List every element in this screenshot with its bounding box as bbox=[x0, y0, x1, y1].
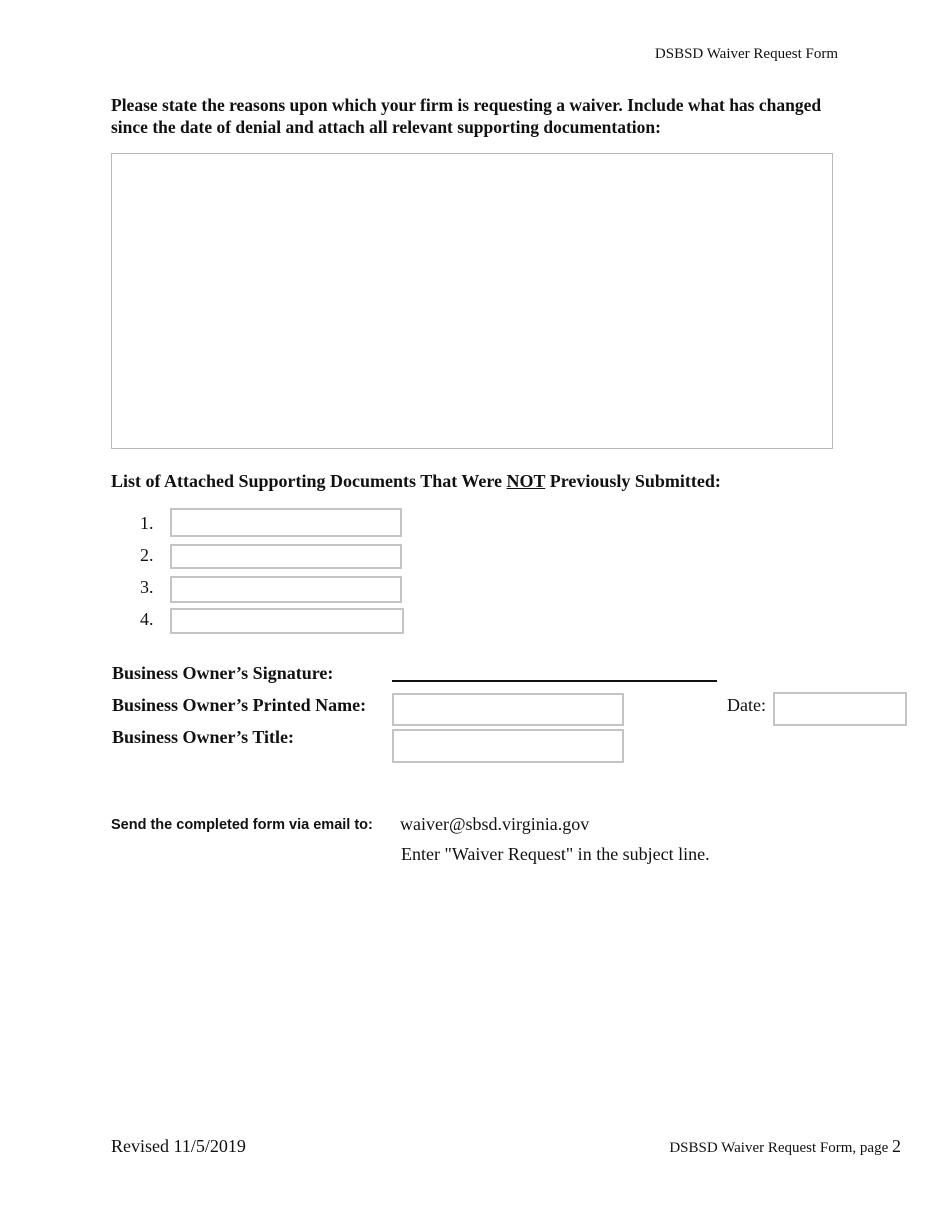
signature-line[interactable] bbox=[392, 680, 717, 682]
footer-form-name: DSBSD Waiver Request Form, page bbox=[669, 1140, 892, 1156]
reasons-prompt: Please state the reasons upon which your firm is requesting a waiver. Include what has changed since the date of denial and attach all relevant supporting documentation: bbox=[111, 95, 822, 137]
documents-heading-after: Previously Submitted: bbox=[545, 471, 721, 491]
document-number-4: 4. bbox=[140, 609, 154, 629]
date-field[interactable] bbox=[773, 692, 907, 726]
document-field-1[interactable] bbox=[170, 508, 402, 537]
header-title: DSBSD Waiver Request Form bbox=[654, 46, 838, 62]
document-field-4[interactable] bbox=[170, 608, 404, 634]
send-instruction-label: Send the completed form via email to: bbox=[111, 817, 373, 833]
document-field-3[interactable] bbox=[170, 576, 402, 603]
title-label: Business Owner’s Title: bbox=[112, 727, 295, 747]
documents-heading-not: NOT bbox=[506, 471, 546, 491]
documents-heading bbox=[111, 471, 721, 492]
revised-date: Revised 11/5/2019 bbox=[111, 1136, 246, 1156]
document-number-1: 1. bbox=[140, 513, 154, 533]
documents-heading-before: List of Attached Supporting Documents That Were bbox=[111, 471, 507, 491]
title-field[interactable] bbox=[392, 729, 624, 763]
printed-name-field[interactable] bbox=[392, 693, 624, 726]
document-number-3: 3. bbox=[140, 577, 154, 597]
subject-line-note: Enter "Waiver Request" in the subject line. bbox=[401, 844, 710, 864]
document-field-2[interactable] bbox=[170, 544, 402, 569]
document-number-2: 2. bbox=[140, 545, 154, 565]
email-address: waiver@sbsd.virginia.gov bbox=[400, 814, 590, 834]
footer-page-label bbox=[669, 1136, 901, 1157]
page-number: 2 bbox=[892, 1136, 901, 1156]
reasons-textarea[interactable] bbox=[111, 153, 833, 449]
printed-name-label: Business Owner’s Printed Name: bbox=[112, 695, 367, 715]
date-label: Date: bbox=[727, 695, 766, 715]
signature-label: Business Owner’s Signature: bbox=[112, 663, 334, 683]
